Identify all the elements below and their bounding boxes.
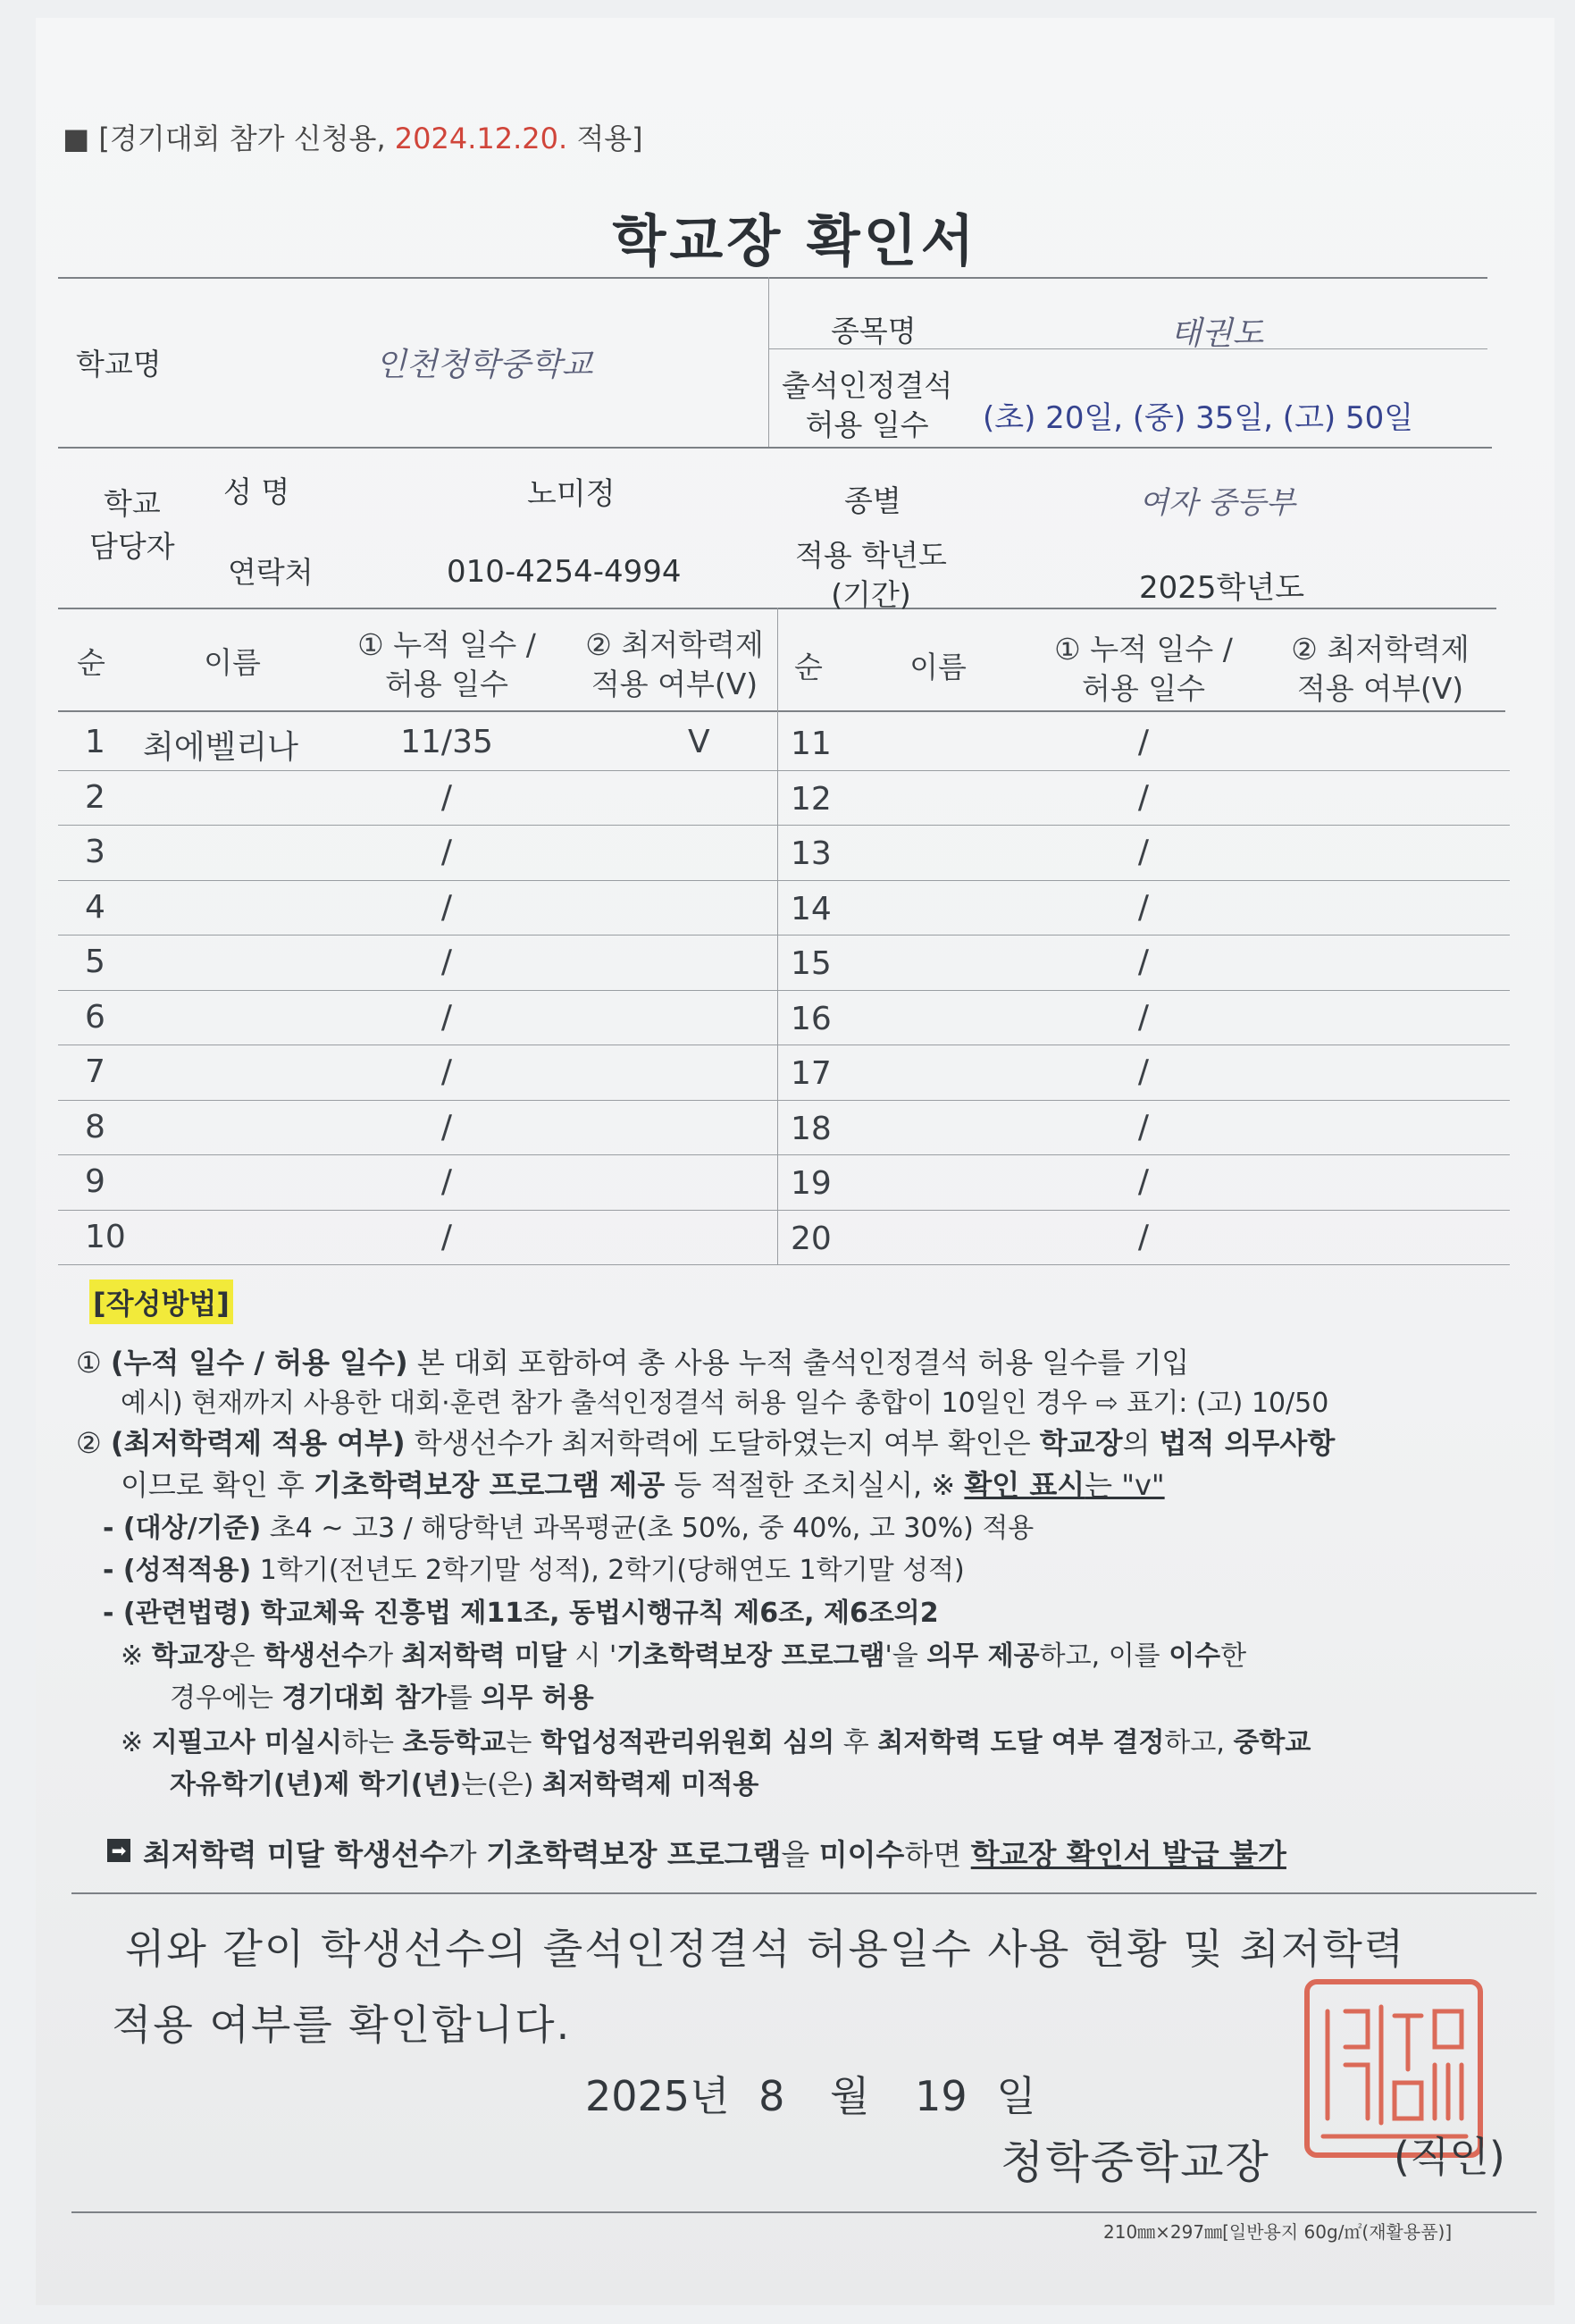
manager-label [89, 482, 175, 568]
contact-label: 연락처 [228, 555, 314, 590]
instruction-2 [76, 1421, 1335, 1462]
note-2-b1: 지필고사 미실시 [151, 1727, 342, 1758]
confirm-month: 8 [758, 2072, 785, 2120]
note-1-mark: ※ [121, 1640, 152, 1672]
note-2-line-2-b: 자유학기(년)제 학기(년) [170, 1769, 462, 1800]
detail-grade-text: 1학기(전년도 2학기말 성적), 2학기(당해연도 1학기말 성적) [251, 1555, 965, 1586]
th-min-line-2: 적용 여부(V) [1296, 671, 1464, 706]
instruction-2-mark: ② [76, 1426, 102, 1460]
cumulative-days: / [1137, 778, 1150, 816]
cumulative-days: / [440, 1163, 453, 1200]
table-row-divider [58, 990, 1510, 991]
note-2-line-2-c: 는(은) [461, 1769, 543, 1800]
table-center-divider [777, 608, 778, 1264]
row-number: 10 [85, 1218, 126, 1255]
row-number: 9 [85, 1163, 105, 1200]
note-1 [121, 1633, 1246, 1673]
row-number: 4 [85, 888, 105, 926]
cumulative-days: / [440, 888, 453, 926]
detail-law: - (관련법령) 학교체육 진흥법 제11조, 동법시행규칙 제6조, 제6조의2 [103, 1598, 939, 1629]
table-row-divider [58, 825, 1510, 826]
th-cum-line-1: ① 누적 일수 / [357, 627, 536, 662]
note-1-c6: 한 [1220, 1640, 1247, 1672]
instruction-2-line-2-c: 는 "v" [1085, 1468, 1165, 1502]
th-name-right: 이름 [909, 650, 967, 684]
note-2-b4: 최저학력 도달 여부 결정 [877, 1727, 1165, 1758]
absence-value: (초) 20일, (중) 35일, (고) 50일 [983, 400, 1414, 436]
instruction-2-text-a: 학생선수가 최저학력에 도달하였는지 여부 확인은 [405, 1426, 1040, 1460]
th-min-line-1: ② 최저학력제 [1291, 632, 1470, 667]
instruction-2-bold: (최저학력제 적용 여부) [110, 1426, 406, 1460]
name-value: 노미정 [527, 476, 616, 512]
detail-target-bold: - (대상/기준) [103, 1513, 262, 1544]
cumulative-days: / [440, 1053, 453, 1090]
confirm-line-2: 적용 여부를 확인합니다. [112, 2001, 572, 2049]
confirm-line-1: 위와 같이 학생선수의 출석인정결석 허용일수 사용 현황 및 최저학력 [125, 1925, 1406, 1973]
instruction-2-bold-b: 학교장 [1039, 1426, 1123, 1460]
th-cumulative-left [339, 625, 554, 704]
instruction-2-line-2-a: 이므로 확인 후 [121, 1468, 314, 1502]
note-1-c3: 시 ' [565, 1640, 617, 1672]
category-value: 여자 중등부 [1139, 485, 1296, 521]
row-number: 1 [85, 724, 105, 760]
school-label: 학교명 [76, 347, 162, 382]
seal-placeholder: (직인) [1394, 2133, 1505, 2181]
row-number: 8 [85, 1108, 105, 1145]
note-1-b2: 학생선수 [264, 1640, 368, 1672]
note-1-line-2-a: 경우에는 [170, 1682, 282, 1714]
th-cum-line-2: 허용 일수 [1081, 671, 1205, 706]
notice-date: 2024.12.20. [394, 122, 568, 155]
final-f: 미이수 [818, 1837, 905, 1872]
detail-grade [103, 1548, 965, 1587]
manager-label-line-1: 학교 [103, 486, 161, 521]
note-2-c1: 하는 [342, 1727, 403, 1758]
row-number: 14 [791, 890, 832, 927]
instruction-2-bold-d: 법적 의무사항 [1159, 1426, 1336, 1460]
category-label: 종별 [844, 483, 901, 518]
cumulative-days: / [1137, 1108, 1150, 1145]
th-cum-line-1: ① 누적 일수 / [1054, 632, 1233, 667]
th-no-left: 순 [77, 645, 105, 680]
row-number: 3 [85, 834, 105, 870]
instruction-1-bold: (누적 일수 / 허용 일수) [110, 1346, 408, 1380]
cumulative-days: / [1137, 944, 1150, 980]
instruction-2-text-c: 의 [1122, 1426, 1160, 1460]
confirm-day-label: 일 [996, 2072, 1036, 2120]
instruction-1-text: 본 대회 포함하여 총 사용 누적 출석인정결석 허용 일수를 기입 [407, 1346, 1190, 1380]
cumulative-days: / [440, 1108, 453, 1145]
table-row-divider [58, 1210, 1510, 1211]
student-name: 최에벨리나 [143, 729, 298, 766]
instruction-2-line-2-b: 등 적절한 조치실시, ※ [665, 1468, 965, 1502]
final-d: 기초학력보장 프로그램 [486, 1837, 782, 1872]
final-h: 학교장 확인서 발급 불가 [970, 1837, 1286, 1872]
cumulative-days: / [440, 1218, 453, 1255]
document-sheet [36, 18, 1554, 2305]
info-top-border [58, 277, 1487, 279]
notice-prefix: ■ [경기대회 참가 신청용, [63, 122, 386, 155]
note-1-b1: 학교장 [151, 1640, 230, 1672]
note-1-b6: 이수 [1169, 1640, 1221, 1672]
cumulative-days: / [440, 998, 453, 1036]
note-2-c2: 는 [506, 1727, 540, 1758]
note-1-line-2-b: 경기대회 참가 [281, 1682, 447, 1714]
cumulative-days: / [440, 778, 453, 816]
absence-label-line-2: 허용 일수 [805, 407, 929, 442]
detail-target-text: 초4 ~ 고3 / 해당학년 과목평균(초 50%, 중 40%, 고 30%) 적용 [261, 1513, 1035, 1544]
school-value: 인천청학중학교 [375, 347, 593, 383]
arrow-box-icon: ➡ [107, 1839, 130, 1862]
manager-label-line-2: 담당자 [89, 529, 175, 564]
notice-line [63, 116, 643, 157]
absence-label-line-1: 출석인정결석 [782, 368, 953, 403]
absence-label [782, 366, 952, 445]
note-2-b2: 초등학교 [402, 1727, 507, 1758]
row-number: 17 [791, 1055, 832, 1092]
info-border-2 [58, 447, 1492, 449]
th-min-line-2: 적용 여부(V) [591, 667, 758, 701]
cumulative-days: / [440, 944, 453, 980]
instructions-bottom-border [71, 1892, 1537, 1894]
table-row-divider [58, 770, 1510, 771]
note-2-c4: 하고, [1164, 1727, 1234, 1758]
row-number: 19 [791, 1165, 832, 1202]
cumulative-days: / [1137, 888, 1150, 926]
note-1-line-2-c: 를 [446, 1682, 482, 1714]
footer-border [71, 2211, 1537, 2213]
document-title: 학교장 확인서 [612, 208, 978, 273]
year-value: 2025학년도 [1139, 570, 1305, 606]
instruction-1-example: 예시) 현재까지 사용한 대회·훈련 참가 출석인정결석 허용 일수 총합이 10일인 경우 ⇨ 표기: (고) 10/50 [121, 1388, 1329, 1419]
contact-value: 010-4254-4994 [447, 554, 682, 590]
th-cum-line-2: 허용 일수 [384, 667, 508, 701]
cumulative-days: / [440, 834, 453, 870]
instructions-heading: [작성방법] [89, 1279, 233, 1324]
th-no-right: 순 [794, 650, 823, 684]
final-c: 가 [448, 1837, 487, 1872]
th-cumulative-right [1036, 630, 1251, 709]
note-2-c3: 후 [834, 1727, 878, 1758]
final-warning [143, 1832, 1286, 1874]
cumulative-days: / [1137, 998, 1150, 1036]
instruction-2-line-2-bold: 기초학력보장 프로그램 제공 [314, 1468, 666, 1502]
row-number: 5 [85, 944, 105, 980]
note-2-line-2 [170, 1762, 758, 1801]
note-1-c2: 가 [367, 1640, 402, 1672]
th-minimum-right [1269, 630, 1492, 709]
note-2-mark: ※ [121, 1727, 152, 1758]
cumulative-days: / [1137, 724, 1150, 760]
notice-suffix: 적용] [576, 122, 643, 155]
year-label-line-1: 적용 학년도 [795, 538, 947, 573]
final-g: 하면 [904, 1837, 971, 1872]
note-1-c1: 은 [229, 1640, 264, 1672]
final-b: 학생선수 [334, 1837, 448, 1872]
note-2-b5: 중학교 [1233, 1727, 1311, 1758]
row-number: 20 [791, 1220, 832, 1257]
sport-label: 종목명 [831, 314, 917, 348]
confirm-month-label: 월 [830, 2072, 870, 2120]
year-label [795, 536, 947, 615]
cumulative-days: / [1137, 1163, 1150, 1200]
note-2-line-2-d: 최저학력제 미적용 [542, 1769, 759, 1800]
th-name-left: 이름 [204, 645, 261, 680]
name-label: 성 명 [223, 474, 290, 509]
cumulative-days: 11/35 [400, 724, 493, 760]
row-number: 12 [791, 780, 832, 818]
table-row-divider [58, 1100, 1510, 1101]
cumulative-days: / [1137, 1053, 1150, 1090]
cumulative-days: / [1137, 1218, 1150, 1255]
detail-target [103, 1506, 1034, 1545]
cumulative-days: / [1137, 834, 1150, 870]
note-1-c5: 하고, 이를 [1039, 1640, 1169, 1672]
row-number: 13 [791, 835, 832, 872]
instruction-2-line-2 [121, 1463, 1165, 1504]
instruction-2-line-2-underline: 확인 표시 [964, 1468, 1085, 1502]
row-number: 6 [85, 998, 105, 1036]
note-1-line-2 [170, 1675, 594, 1715]
row-number: 16 [791, 1000, 832, 1037]
confirm-day: 19 [915, 2072, 968, 2120]
table-header-border [58, 710, 1505, 712]
signer-name: 청학중학교장 [1001, 2136, 1270, 2188]
final-e: 을 [781, 1837, 819, 1872]
note-1-line-2-d: 의무 허용 [481, 1682, 594, 1714]
sport-value: 태권도 [1170, 315, 1264, 352]
instruction-1-mark: ① [76, 1346, 102, 1380]
row-number: 15 [791, 945, 832, 982]
note-2 [121, 1720, 1311, 1759]
final-a: 최저학력 미달 [143, 1837, 335, 1872]
row-number: 18 [791, 1110, 832, 1147]
th-min-line-1: ② 최저학력제 [585, 627, 764, 662]
confirm-year: 2025년 [585, 2072, 730, 2120]
row-number: 7 [85, 1053, 105, 1090]
table-row-divider [58, 1264, 1510, 1265]
note-1-c4: '을 [884, 1640, 927, 1672]
minimum-grade-check: V [688, 724, 710, 760]
note-1-b4: 기초학력보장 프로그램 [616, 1640, 885, 1672]
year-label-line-2: (기간) [831, 577, 911, 612]
note-2-b3: 학업성적관리위원회 심의 [540, 1727, 835, 1758]
table-row-divider [58, 880, 1510, 881]
detail-grade-bold: - (성적적용) [103, 1555, 252, 1586]
paper-spec: 210㎜×297㎜[일반용지 60g/㎡(재활용품)] [1103, 2221, 1453, 2243]
note-1-b3: 최저학력 미달 [401, 1640, 566, 1672]
info-divider [768, 277, 769, 447]
instruction-1 [76, 1340, 1189, 1381]
th-minimum-left [563, 625, 786, 704]
note-1-b5: 의무 제공 [926, 1640, 1040, 1672]
table-row-divider [58, 1154, 1510, 1155]
row-number: 11 [791, 726, 832, 762]
confirm-date [585, 2064, 1036, 2123]
row-number: 2 [85, 778, 105, 816]
